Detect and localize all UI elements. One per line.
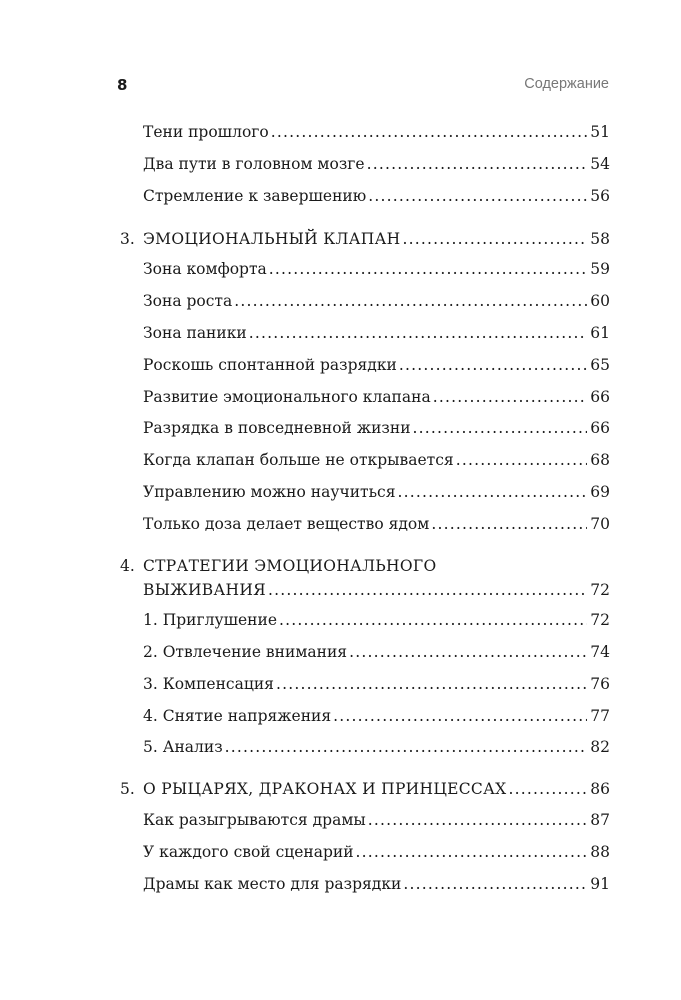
toc-entry-page: 51 xyxy=(590,123,610,141)
toc-entry xyxy=(143,702,610,726)
dot-leader xyxy=(276,674,587,694)
toc-entry-title: Зона паники xyxy=(143,324,247,342)
toc-entry-title: Когда клапан больше не открывается xyxy=(143,451,454,469)
toc-chapter-continuation xyxy=(143,576,610,600)
dot-leader xyxy=(333,706,587,726)
dot-leader xyxy=(269,259,588,279)
toc-entry-title: Разрядка в повседневной жизни xyxy=(143,419,411,437)
toc-entry-title: Роскошь спонтанной разрядки xyxy=(143,356,397,374)
toc-entry-page: 54 xyxy=(590,155,610,173)
dot-leader xyxy=(368,810,588,830)
toc-entry-page: 69 xyxy=(590,483,610,501)
toc-entry xyxy=(143,446,610,470)
dot-leader xyxy=(356,842,588,862)
toc-chapter xyxy=(120,775,610,799)
toc-entry-title: Два пути в головном мозге xyxy=(143,155,365,173)
toc-entry-page: 82 xyxy=(590,738,610,756)
toc-entry-page: 72 xyxy=(590,611,610,629)
toc-entry xyxy=(143,287,610,311)
toc-entry-page: 66 xyxy=(590,419,610,437)
chapter-number: 5. xyxy=(120,780,135,798)
chapter-title: ЭМОЦИОНАЛЬНЫЙ КЛАПАН xyxy=(143,230,401,248)
toc-entry-title: Драмы как место для разрядки xyxy=(143,875,402,893)
dot-leader xyxy=(399,355,587,375)
dot-leader xyxy=(368,186,587,206)
dot-leader xyxy=(268,580,587,600)
toc-entry-title: Зона роста xyxy=(143,292,233,310)
toc-entry xyxy=(143,870,610,894)
running-head: Содержание xyxy=(524,76,609,92)
dot-leader xyxy=(279,610,587,630)
toc-entry xyxy=(143,182,610,206)
toc-entry-title: 1. Приглушение xyxy=(143,611,277,629)
toc-entry xyxy=(143,806,610,830)
dot-leader xyxy=(413,418,588,438)
toc-entry-page: 76 xyxy=(590,675,610,693)
chapter-number: 4. xyxy=(120,557,135,575)
toc-entry-page: 70 xyxy=(590,515,610,533)
toc-entry-title: Как разыгрываются драмы xyxy=(143,811,366,829)
toc-entry-page: 77 xyxy=(590,707,610,725)
toc-entry-page: 61 xyxy=(590,324,610,342)
toc-entry-title: Тени прошлого xyxy=(143,123,269,141)
toc-entry xyxy=(143,838,610,862)
toc-entry xyxy=(143,606,610,630)
toc-entry-title: Развитие эмоционального клапана xyxy=(143,388,431,406)
dot-leader xyxy=(349,642,587,662)
toc-entry xyxy=(143,478,610,502)
chapter-page: 58 xyxy=(590,230,610,248)
toc-entry-title: У каждого свой сценарий xyxy=(143,843,354,861)
dot-leader xyxy=(431,514,587,534)
toc-entry-page: 91 xyxy=(590,875,610,893)
toc-entry-title: 3. Компенсация xyxy=(143,675,274,693)
toc-entry xyxy=(143,510,610,534)
dot-leader xyxy=(456,450,588,470)
toc-entry xyxy=(143,383,610,407)
toc-entry-page: 59 xyxy=(590,260,610,278)
toc-entry-title: Зона комфорта xyxy=(143,260,267,278)
toc-entry-page: 87 xyxy=(590,811,610,829)
toc-entry-title: 5. Анализ xyxy=(143,738,223,756)
toc-entry-page: 66 xyxy=(590,388,610,406)
toc-entry-title: 4. Снятие напряжения xyxy=(143,707,332,725)
toc-entry xyxy=(143,733,610,757)
toc-chapter xyxy=(120,552,610,576)
dot-leader xyxy=(271,122,588,142)
toc-entry xyxy=(143,319,610,343)
toc-entry-title: 2. Отвлечение внимания xyxy=(143,643,348,661)
chapter-title-line-1: СТРАТЕГИИ ЭМОЦИОНАЛЬНОГО xyxy=(143,557,437,575)
toc-entry-page: 68 xyxy=(590,451,610,469)
dot-leader xyxy=(225,737,588,757)
toc-entry xyxy=(143,351,610,375)
chapter-title-line-2: ВЫЖИВАНИЯ xyxy=(143,581,266,599)
dot-leader xyxy=(403,874,587,894)
toc-entry xyxy=(143,638,610,662)
toc-entry xyxy=(143,670,610,694)
dot-leader xyxy=(508,779,587,799)
chapter-title: О РЫЦАРЯХ, ДРАКОНАХ И ПРИНЦЕССАХ xyxy=(143,780,507,798)
chapter-page: 86 xyxy=(590,780,610,798)
dot-leader xyxy=(398,482,588,502)
chapter-number: 3. xyxy=(120,230,135,248)
toc-entry xyxy=(143,118,610,142)
chapter-page: 72 xyxy=(590,581,610,599)
toc-entry xyxy=(143,150,610,174)
dot-leader xyxy=(249,323,588,343)
toc-entry-title: Только доза делает вещество ядом xyxy=(143,515,430,533)
toc-chapter xyxy=(120,225,610,249)
toc-entry-title: Стремление к завершению xyxy=(143,187,367,205)
dot-leader xyxy=(433,387,588,407)
dot-leader xyxy=(234,291,587,311)
toc-entry-title: Управлению можно научиться xyxy=(143,483,396,501)
dot-leader xyxy=(367,154,588,174)
toc-entry-page: 74 xyxy=(590,643,610,661)
toc-entry-page: 56 xyxy=(590,187,610,205)
toc-entry-page: 60 xyxy=(590,292,610,310)
toc-entry xyxy=(143,255,610,279)
page-number: 8 xyxy=(117,76,128,94)
dot-leader xyxy=(402,229,587,249)
toc-entry-page: 88 xyxy=(590,843,610,861)
toc-entry xyxy=(143,414,610,438)
toc-entry-page: 65 xyxy=(590,356,610,374)
